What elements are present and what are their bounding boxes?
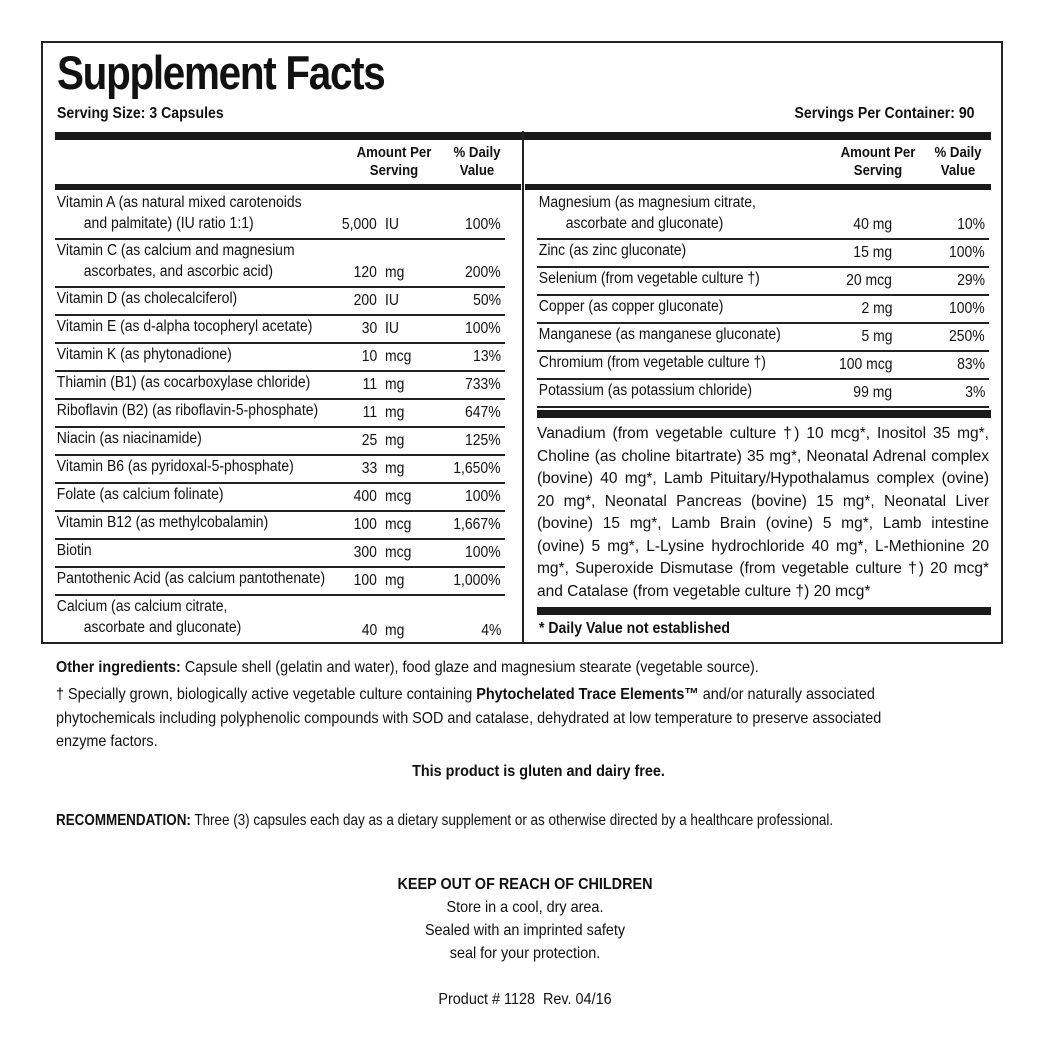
dv-header-line1: % Daily [934,144,982,161]
nutrient-unit: IU [385,292,399,309]
other-ingredients-line [56,659,759,677]
right-nutrient-table [537,192,989,408]
nutrient-dv: 1,000% [453,572,501,589]
nutrient-name: Potassium (as potassium chloride) [538,382,753,399]
nutrient-dv: 647% [465,404,501,421]
nutrient-name: Pantothenic Acid (as calcium pantothenate) [56,570,326,587]
gluten-dairy-free: This product is gluten and dairy free. [412,763,665,780]
column-header-bar-left [55,184,521,190]
nutrient-row-vitamin-d [55,288,505,316]
storage-line1: Store in a cool, dry area. [446,899,604,916]
daily-value-note: * Daily Value not established [539,620,730,637]
nutrient-unit: mcg [385,488,412,505]
nutrient-dv: 29% [957,272,985,289]
blend-top-bar [537,410,991,418]
left-nutrient-table [55,192,505,644]
other-ingredients-blend: Vanadium (from vegetable culture †) 10 mcg*, Inositol 35 mg*, Choline (as choline bitartrate) 35 mg*, Neonatal Adrenal complex (bovine) 40 mg*, Lamb Pituitary/Hypothalamus complex (ovine) 20 mg*, Neonatal Pancreas (bovine) 15 mg*, Neonatal Liver (bovine) 15 mg*, Lamb Brain (ovine) 5 mg*, Lamb intestine (ovine) 5 mg*, L-Lysine hydrochloride 40 mg*, L-Methionine 20 mg*, Superoxide Dismutase (from vegetable culture †) 20 mcg* and Catalase (from vegetable culture †) 20 mcg* [537,425,989,600]
nutrient-name: Riboflavin (B2) (as riboflavin-5-phosphate) [56,402,319,419]
serving-size: Serving Size: 3 Capsules [57,105,224,122]
nutrient-amount: 11 [362,404,377,421]
nutrient-row-copper [537,296,989,324]
nutrient-row-chromium [537,352,989,380]
nutrient-unit: IU [385,320,399,337]
right-amount-header [836,144,920,180]
nutrient-amount: 5 mg [860,328,892,345]
amount-header-line1: Amount Per [356,144,432,161]
product-number: Product # 1128 Rev. 04/16 [438,991,612,1008]
nutrient-name: Manganese (as manganese gluconate) [538,326,781,343]
nutrient-amount: 100 mcg [838,356,892,373]
nutrient-name: Chromium (from vegetable culture †) [538,354,766,371]
nutrient-row-magnesium [537,192,989,240]
nutrient-unit: mg [385,572,405,589]
warning-title: KEEP OUT OF REACH OF CHILDREN [397,876,653,893]
dagger-note-line3: enzyme factors. [56,733,158,750]
column-divider [522,131,524,644]
nutrient-name: Selenium (from vegetable culture †) [538,270,760,287]
nutrient-amount: 100 [353,572,377,589]
nutrient-name: Vitamin K (as phytonadione) [56,346,232,363]
nutrient-row-pantothenic-acid [55,568,505,596]
nutrient-unit: mg [385,376,405,393]
nutrient-name: Thiamin (B1) (as cocarboxylase chloride) [56,374,311,391]
nutrient-dv: 733% [465,376,501,393]
nutrient-amount: 2 mg [860,300,892,317]
nutrient-row-vitamin-e [55,316,505,344]
nutrient-dv: 100% [949,244,985,261]
nutrient-unit: mg [385,404,405,421]
dagger-note-line1 [56,686,875,704]
dagger-note-text: † Specially grown, biologically active vegetable culture containing [56,686,477,703]
nutrient-name: Vitamin E (as d-alpha tocopheryl acetate) [56,318,313,335]
nutrient-unit: mcg [385,348,412,365]
nutrient-amount: 40 mg [853,216,892,233]
trademark-name: Phytochelated Trace Elements™ [476,686,699,703]
nutrient-amount: 99 mg [853,384,892,401]
nutrient-amount: 120 [353,264,377,281]
nutrient-row-niacin [55,428,505,456]
nutrient-dv: 13% [473,348,501,365]
nutrient-row-riboflavin [55,400,505,428]
nutrient-amount: 300 [353,544,377,561]
nutrient-amount: 20 mcg [846,272,892,289]
nutrient-unit: mcg [385,544,412,561]
nutrient-amount: 11 [362,376,377,393]
blend-bottom-bar [537,607,991,615]
nutrient-row-thiamin [55,372,505,400]
nutrient-dv: 100% [465,320,501,337]
nutrient-row-folate [55,484,505,512]
nutrient-row-selenium [537,268,989,296]
recommendation-line [56,812,833,830]
nutrient-amount: 200 [353,292,377,309]
nutrient-dv: 10% [957,216,985,233]
nutrient-amount: 30 [361,320,377,337]
nutrient-row-vitamin-k [55,344,505,372]
nutrient-row-potassium [537,380,989,408]
nutrient-unit: mg [385,460,405,477]
nutrient-unit: mg [385,432,405,449]
nutrient-name: Niacin (as niacinamide) [56,430,202,447]
storage-line2: Sealed with an imprinted safety [424,922,626,939]
nutrient-unit: mg [385,264,405,281]
nutrient-unit: mg [385,622,405,639]
nutrient-amount: 10 [361,348,377,365]
nutrient-row-vitamin-b6 [55,456,505,484]
dv-header-line1: % Daily [453,144,501,161]
dagger-note-text: and/or naturally associated [698,686,875,703]
nutrient-amount: 400 [353,488,377,505]
nutrient-amount: 15 mg [853,244,892,261]
nutrient-dv: 100% [465,216,501,233]
nutrient-amount: 25 [361,432,377,449]
nutrient-row-zinc [537,240,989,268]
nutrient-dv: 250% [949,328,985,345]
nutrient-dv: 1,650% [453,460,501,477]
panel-title: Supplement Facts [57,46,385,99]
nutrient-dv: 3% [964,384,985,401]
column-header-bar-right [525,184,991,190]
amount-header-line1: Amount Per [840,144,916,161]
nutrient-name: Folate (as calcium folinate) [56,486,224,503]
nutrient-amount: 5,000 [342,216,377,233]
nutrient-row-manganese [537,324,989,352]
nutrient-row-biotin [55,540,505,568]
nutrient-row-vitamin-c [55,240,505,288]
nutrient-unit: mcg [385,516,412,533]
nutrient-name: Magnesium (as magnesium citrate, ascorbate and gluconate) [538,194,756,232]
dv-header-line2: Value [459,162,495,179]
nutrient-name: Calcium (as calcium citrate, ascorbate and gluconate) [56,598,242,636]
dv-header-line2: Value [940,162,976,179]
right-dv-header [929,144,987,180]
nutrient-name: Biotin [56,542,92,559]
nutrient-dv: 100% [465,544,501,561]
nutrient-dv: 125% [465,432,501,449]
nutrient-dv: 83% [957,356,985,373]
nutrient-row-calcium [55,596,505,644]
storage-line3: seal for your protection. [449,945,601,962]
recommendation-text: Three (3) capsules each day as a dietary supplement or as otherwise directed by a healthcare professional. [190,812,834,829]
nutrient-dv: 200% [465,264,501,281]
nutrient-dv: 1,667% [453,516,501,533]
nutrient-dv: 100% [465,488,501,505]
other-ingredients-text: Capsule shell (gelatin and water), food glaze and magnesium stearate (vegetable source). [180,659,759,676]
left-dv-header [448,144,506,180]
nutrient-amount: 100 [353,516,377,533]
other-ingredients-label: Other ingredients: [56,659,181,676]
amount-header-line2: Serving [369,162,419,179]
nutrient-name: Vitamin C (as calcium and magnesium ascorbates, and ascorbic acid) [56,242,295,280]
nutrient-name: Vitamin B12 (as methylcobalamin) [56,514,269,531]
nutrient-row-vitamin-a [55,192,505,240]
nutrient-name: Vitamin B6 (as pyridoxal-5-phosphate) [56,458,294,475]
nutrient-amount: 40 [361,622,377,639]
supplement-facts-panel [41,41,1003,644]
nutrient-dv: 4% [480,622,501,639]
nutrient-name: Zinc (as zinc gluconate) [538,242,687,259]
nutrient-amount: 33 [361,460,377,477]
nutrient-unit: IU [385,216,399,233]
nutrient-name: Copper (as copper gluconate) [538,298,724,315]
nutrient-dv: 50% [473,292,501,309]
nutrient-name: Vitamin A (as natural mixed carotenoids and palmitate) (IU ratio 1:1) [56,194,302,232]
recommendation-label: RECOMMENDATION: [56,812,191,829]
left-amount-header [352,144,436,180]
nutrient-dv: 100% [949,300,985,317]
dagger-note-line2: phytochemicals including polyphenolic compounds with SOD and catalase, dehydrated at low temperature to preserve associated [56,710,882,727]
servings-per-container: Servings Per Container: 90 [795,105,975,122]
nutrient-row-vitamin-b12 [55,512,505,540]
nutrient-name: Vitamin D (as cholecalciferol) [56,290,238,307]
amount-header-line2: Serving [853,162,903,179]
